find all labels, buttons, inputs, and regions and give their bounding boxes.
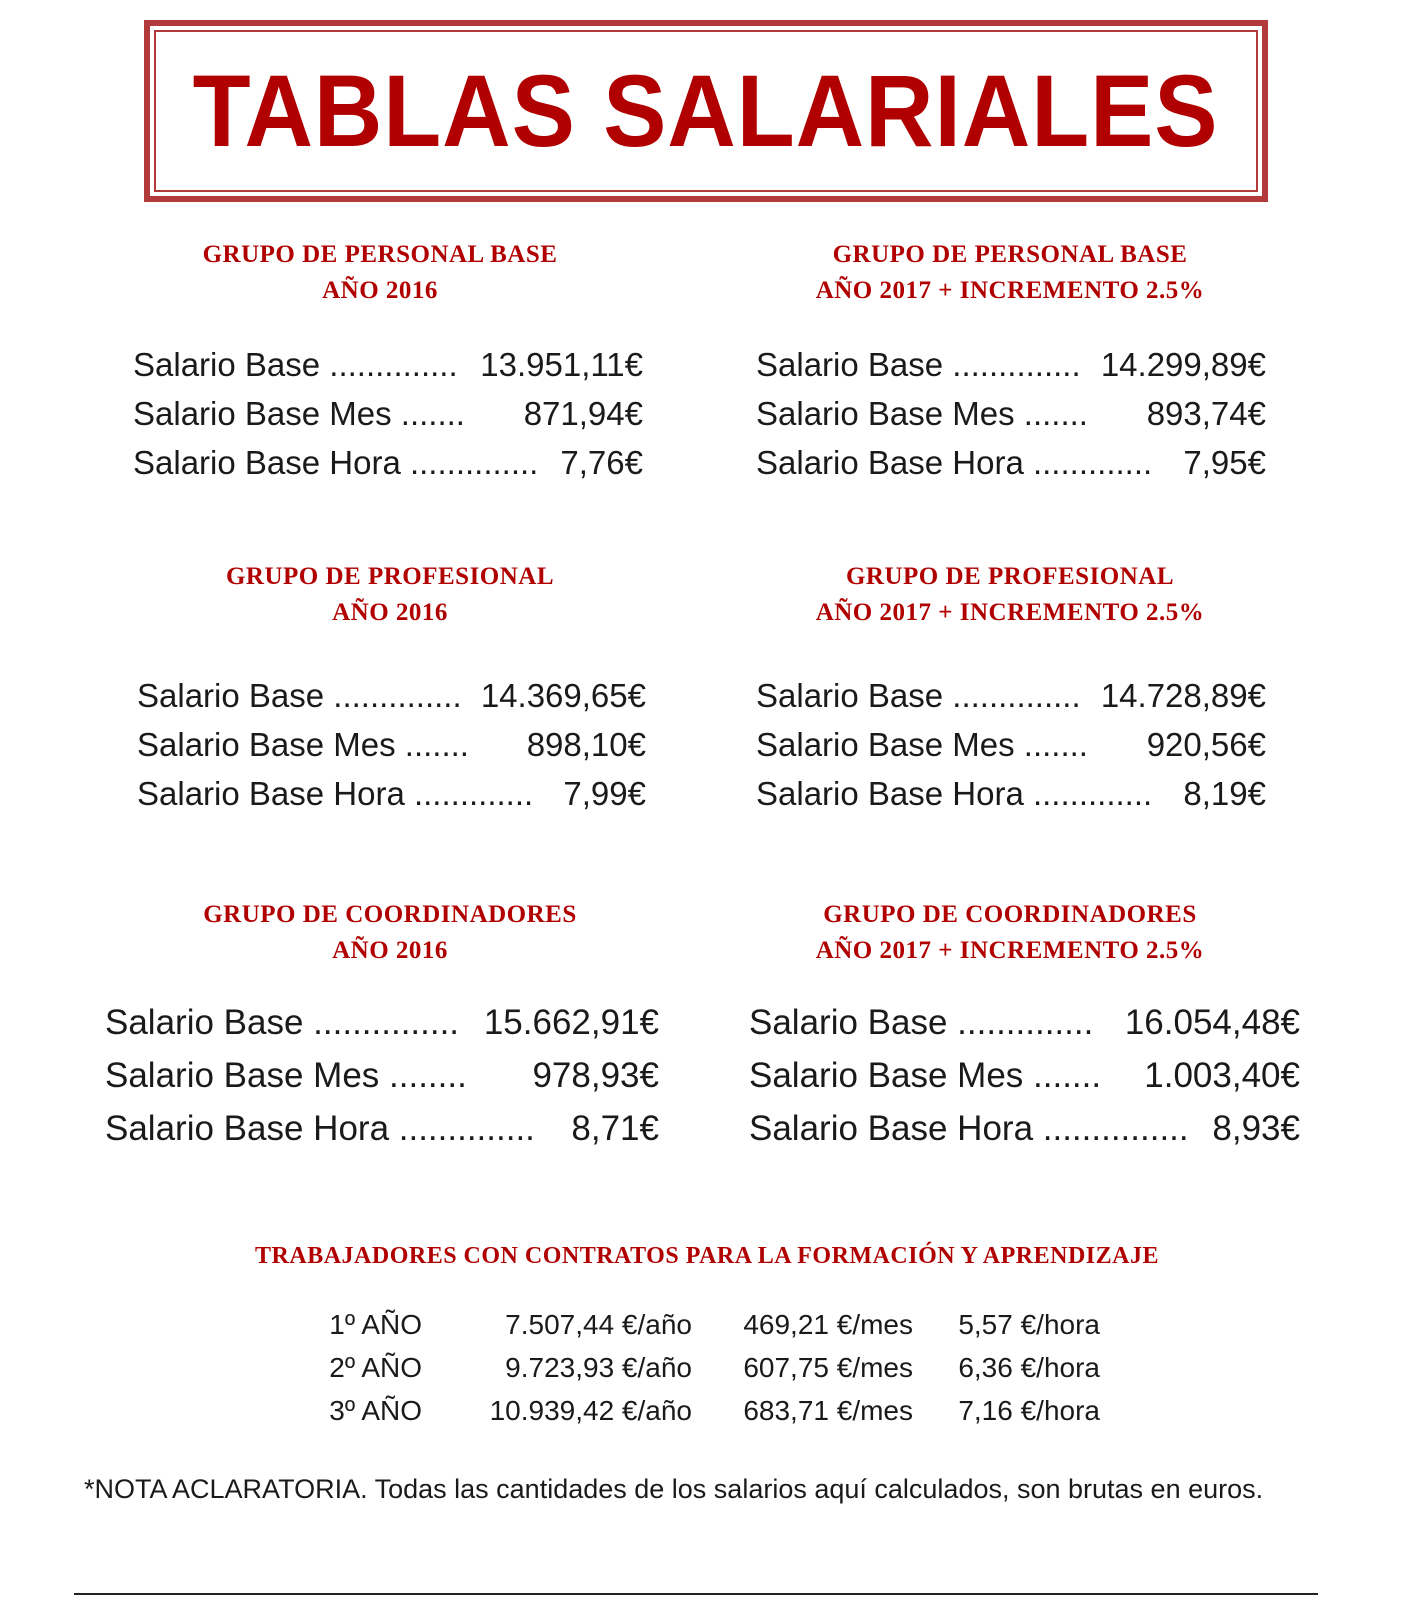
salary-row — [749, 996, 1300, 1049]
salary-value: 16.054,48€ — [1124, 1003, 1300, 1042]
salary-label: Salario Base Mes ........ — [105, 1056, 467, 1095]
training-monthly: 607,75 €/mes — [743, 1352, 913, 1383]
title-inner-border — [154, 30, 1258, 192]
salary-label: Salario Base ............... — [105, 1003, 460, 1042]
salary-value: 898,10€ — [526, 726, 646, 763]
salary-label: Salario Base .............. — [756, 346, 1081, 383]
salary-row — [756, 769, 1266, 818]
salary-value: 14.728,89€ — [1100, 677, 1266, 714]
salary-value: 14.369,65€ — [480, 677, 646, 714]
salary-label: Salario Base Mes ....... — [133, 395, 465, 432]
salary-label: Salario Base Hora .............. — [133, 444, 539, 481]
training-year: 3º AÑO — [329, 1395, 422, 1426]
group-heading-line-2: AÑO 2016 — [332, 599, 448, 626]
salary-value: 7,76€ — [560, 444, 643, 481]
group-heading-profesional-2017 — [790, 559, 1230, 631]
salary-block-coordinadores-2017 — [749, 996, 1300, 1155]
group-heading-line-1: GRUPO DE PERSONAL BASE — [832, 241, 1188, 268]
salary-label: Salario Base Mes ....... — [137, 726, 469, 763]
training-year: 1º AÑO — [329, 1309, 422, 1340]
salary-block-profesional-2017 — [756, 671, 1266, 818]
salary-row — [756, 340, 1266, 389]
salary-row — [756, 720, 1266, 769]
salary-block-personal-base-2017 — [756, 340, 1266, 487]
group-heading-line-1: GRUPO DE PROFESIONAL — [845, 563, 1175, 590]
training-row — [320, 1346, 1100, 1389]
training-annual: 7.507,44 €/año — [505, 1309, 692, 1340]
salary-row — [756, 438, 1266, 487]
page-title: TABLAS SALARIALES — [193, 54, 1219, 168]
group-heading-personal-base-2017 — [790, 237, 1230, 309]
salary-row — [756, 671, 1266, 720]
salary-label: Salario Base Mes ....... — [756, 395, 1088, 432]
salary-block-profesional-2016 — [137, 671, 646, 818]
salary-row — [137, 720, 646, 769]
salary-label: Salario Base Hora ............... — [749, 1109, 1189, 1148]
group-heading-line-1: GRUPO DE COORDINADORES — [203, 901, 577, 928]
salary-block-coordinadores-2016 — [105, 996, 659, 1155]
salary-row — [133, 438, 643, 487]
salary-row — [137, 769, 646, 818]
title-frame — [144, 20, 1268, 202]
salary-value: 13.951,11€ — [480, 346, 643, 383]
salary-value: 7,99€ — [563, 775, 646, 812]
training-heading: TRABAJADORES CON CONTRATOS PARA LA FORMACIÓN Y APRENDIZAJE — [255, 1243, 1159, 1269]
salary-value: 8,19€ — [1183, 775, 1266, 812]
training-annual: 10.939,42 €/año — [489, 1395, 692, 1426]
group-heading-line-1: GRUPO DE PROFESIONAL — [225, 563, 555, 590]
salary-label: Salario Base Hora .............. — [105, 1109, 535, 1148]
training-table — [320, 1303, 1100, 1432]
salary-label: Salario Base Mes ....... — [756, 726, 1088, 763]
salary-value: 920,56€ — [1146, 726, 1266, 763]
salary-value: 7,95€ — [1183, 444, 1266, 481]
salary-row — [137, 671, 646, 720]
salary-value: 8,71€ — [571, 1109, 659, 1148]
salary-label: Salario Base Hora ............. — [137, 775, 534, 812]
training-hourly: 5,57 €/hora — [958, 1309, 1100, 1340]
salary-value: 871,94€ — [523, 395, 643, 432]
salary-row — [105, 996, 659, 1049]
salary-label: Salario Base Hora ............. — [756, 775, 1153, 812]
training-row — [320, 1303, 1100, 1346]
salary-row — [133, 389, 643, 438]
group-heading-line-2: AÑO 2017 + INCREMENTO 2.5% — [815, 277, 1205, 304]
salary-row — [749, 1049, 1300, 1102]
salary-value: 978,93€ — [532, 1056, 659, 1095]
training-monthly: 469,21 €/mes — [743, 1309, 913, 1340]
group-heading-personal-base-2016 — [170, 237, 590, 309]
training-monthly: 683,71 €/mes — [743, 1395, 913, 1426]
group-heading-line-2: AÑO 2017 + INCREMENTO 2.5% — [815, 937, 1205, 964]
training-annual: 9.723,93 €/año — [505, 1352, 692, 1383]
salary-row — [105, 1049, 659, 1102]
group-heading-coordinadores-2017 — [790, 897, 1230, 969]
bottom-divider — [74, 1593, 1318, 1595]
salary-value: 893,74€ — [1146, 395, 1266, 432]
group-heading-line-1: GRUPO DE COORDINADORES — [823, 901, 1197, 928]
training-row — [320, 1389, 1100, 1432]
group-heading-coordinadores-2016 — [170, 897, 610, 969]
group-heading-profesional-2016 — [180, 559, 600, 631]
salary-row — [105, 1102, 659, 1155]
salary-value: 15.662,91€ — [483, 1003, 659, 1042]
training-hourly: 6,36 €/hora — [958, 1352, 1100, 1383]
salary-row — [756, 389, 1266, 438]
group-heading-line-1: GRUPO DE PERSONAL BASE — [202, 241, 558, 268]
salary-block-personal-base-2016 — [133, 340, 643, 487]
clarifying-note: *NOTA ACLARATORIA. Todas las cantidades de los salarios aquí calculados, son brutas en euros. — [84, 1474, 1264, 1504]
salary-label: Salario Base .............. — [756, 677, 1081, 714]
salary-label: Salario Base .............. — [137, 677, 462, 714]
salary-label: Salario Base Mes ....... — [749, 1056, 1102, 1095]
group-heading-line-2: AÑO 2017 + INCREMENTO 2.5% — [815, 599, 1205, 626]
salary-value: 14.299,89€ — [1100, 346, 1266, 383]
salary-label: Salario Base Hora ............. — [756, 444, 1153, 481]
salary-label: Salario Base .............. — [133, 346, 458, 383]
group-heading-line-2: AÑO 2016 — [332, 937, 448, 964]
training-hourly: 7,16 €/hora — [958, 1395, 1100, 1426]
salary-row — [133, 340, 643, 389]
salary-row — [749, 1102, 1300, 1155]
salary-label: Salario Base .............. — [749, 1003, 1094, 1042]
group-heading-line-2: AÑO 2016 — [322, 277, 438, 304]
training-year: 2º AÑO — [329, 1352, 422, 1383]
salary-value: 1.003,40€ — [1144, 1056, 1300, 1095]
salary-value: 8,93€ — [1212, 1109, 1300, 1148]
